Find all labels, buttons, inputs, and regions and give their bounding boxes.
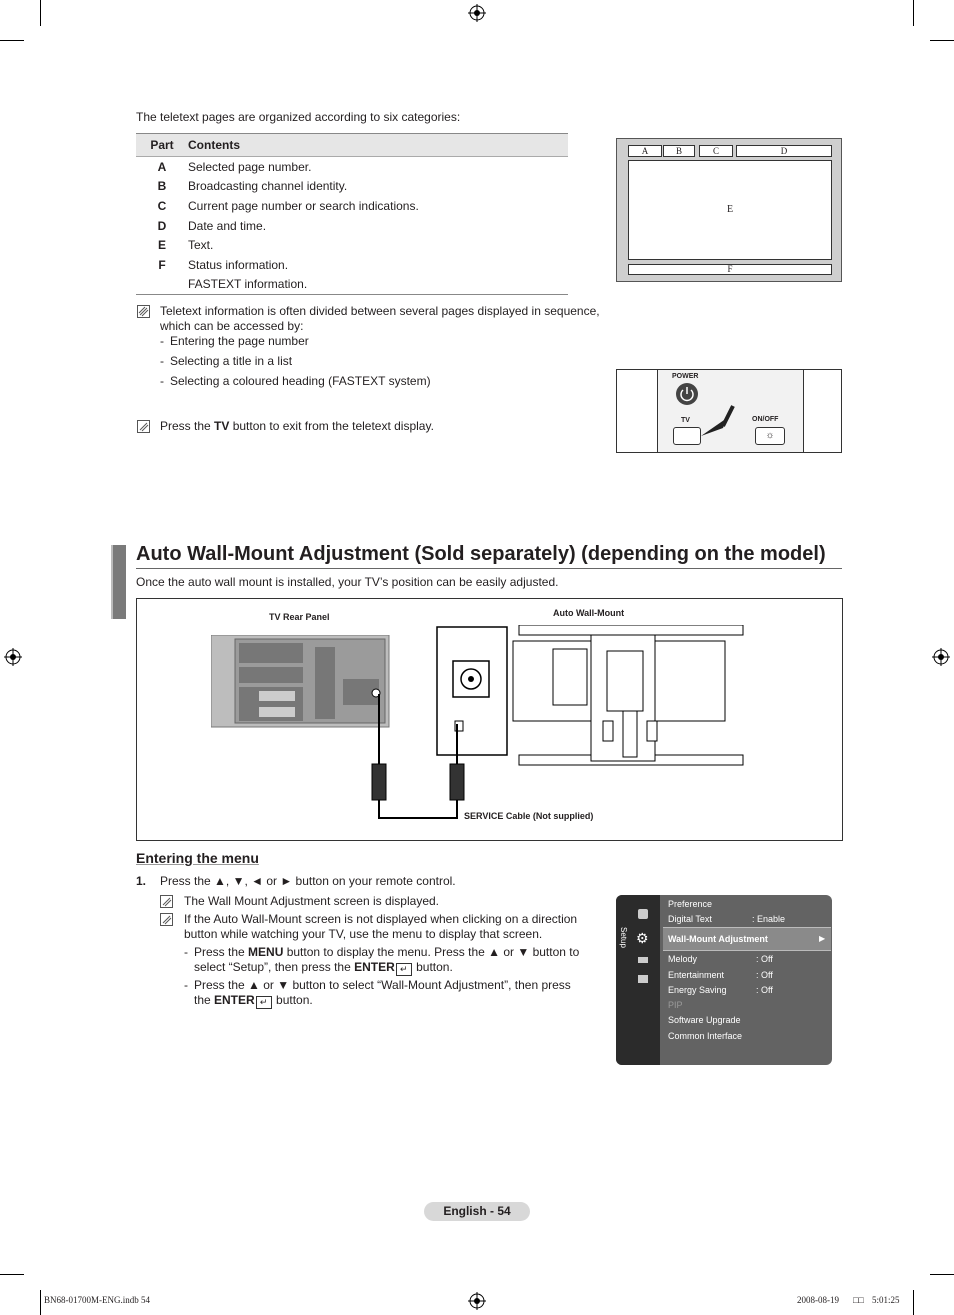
osd-item-wall-mount[interactable]: Wall-Mount Adjustment (668, 934, 768, 944)
crop-mark (0, 40, 24, 41)
diagram-box-d: D (736, 145, 832, 157)
diagram-box-f: F (628, 264, 832, 275)
note-a: The Wall Mount Adjustment screen is displayed. (184, 894, 440, 908)
osd-value-digital-text: : Enable (752, 914, 786, 924)
enter-key-label: ENTER (354, 960, 395, 974)
diagram-box-c: C (699, 145, 733, 157)
menu-key-label: MENU (248, 945, 284, 959)
table-row (136, 235, 568, 255)
registration-mark-icon (932, 648, 950, 666)
tv-rear-panel-label: TV Rear Panel (269, 612, 330, 622)
sub1-l2-pre: select “Setup”, then press the (194, 960, 355, 974)
osd-item-entertainment[interactable]: Entertainment (668, 970, 725, 980)
table-row (136, 216, 568, 236)
contents-cell: Broadcasting channel identity. (188, 179, 348, 194)
osd-value-entertainment: : Off (756, 970, 773, 980)
wall-mount-illustration (435, 625, 745, 775)
footer-file: BN68-01700M-ENG.indb 54 (44, 1295, 150, 1305)
bullet-dash: - (184, 945, 188, 959)
note-icon (160, 895, 173, 908)
note2-text (160, 419, 434, 433)
osd-picture-icon (638, 909, 648, 919)
part-cell: F (158, 257, 166, 272)
osd-item-preference[interactable]: Preference (668, 899, 713, 909)
footer-time: 5:01:25 (872, 1295, 900, 1305)
crop-mark (930, 1274, 954, 1275)
bullet-dash: - (160, 374, 164, 388)
column-header-contents: Contents (188, 134, 568, 157)
sub1-l2-post: button. (412, 960, 453, 974)
part-cell: E (157, 238, 166, 253)
table-row (136, 255, 568, 275)
osd-value-melody: : Off (756, 954, 773, 964)
pointer-arrow-icon (697, 404, 737, 444)
part-cell: A (157, 159, 167, 174)
osd-item-melody[interactable]: Melody (668, 954, 698, 964)
parts-table (136, 133, 568, 295)
note-icon (137, 305, 150, 318)
contents-cell: Selected page number. (188, 159, 312, 174)
crop-mark (913, 0, 914, 26)
column-header-part: Part (136, 134, 188, 157)
footer-boxes: □□ (853, 1295, 864, 1305)
osd-item-software-upgrade[interactable]: Software Upgrade (668, 1015, 741, 1025)
contents-cell: FASTEXT information. (188, 275, 568, 295)
part-cell (136, 275, 188, 295)
crop-mark (40, 0, 41, 26)
table-row (136, 196, 568, 216)
contents-cell: Status information. (188, 257, 289, 272)
note-icon (160, 913, 173, 926)
section-title: Auto Wall-Mount Adjustment (Sold separately) (depending on the model) (136, 543, 826, 565)
step-number: 1. (136, 874, 147, 888)
step-text: Press the ▲, ▼, ◄ or ► button on your remote control. (160, 874, 456, 888)
tv-key-label: TV (214, 419, 230, 433)
sub1-mid: button to display the menu. Press the ▲ or ▼ button to (283, 945, 580, 959)
contents-cell: Date and time. (188, 218, 267, 233)
note-icon (137, 420, 150, 433)
crop-mark (930, 40, 954, 41)
contents-cell: Text. (188, 238, 214, 253)
crop-mark (0, 1274, 24, 1275)
note1-bullet: Selecting a coloured heading (FASTEXT system) (170, 374, 431, 388)
entering-menu-heading: Entering the menu (136, 850, 259, 866)
wall-mount-figure (136, 598, 843, 841)
crop-mark (913, 1290, 914, 1315)
teletext-layout-diagram (616, 138, 842, 282)
table-row (136, 157, 568, 177)
auto-wall-mount-label: Auto Wall-Mount (553, 608, 625, 618)
enter-key-label: ENTER (214, 993, 255, 1007)
bullet-dash: - (160, 354, 164, 368)
remote-illustration (616, 369, 842, 453)
note-b-line2: button while watching your TV, use the menu to display that screen. (184, 927, 543, 941)
registration-mark-icon (468, 1292, 486, 1310)
note1-line2: which can be accessed by: (160, 319, 304, 333)
gear-icon: ⚙ (636, 930, 649, 946)
sub1-line2 (194, 960, 453, 976)
osd-item-common-interface[interactable]: Common Interface (668, 1031, 743, 1041)
osd-value-energy-saving: : Off (756, 985, 773, 995)
onoff-button-icon: ☼ (755, 427, 785, 445)
bullet-dash: - (184, 978, 188, 992)
tv-label: TV (681, 417, 690, 424)
diagram-box-e: E (628, 160, 832, 260)
note1-bullet: Selecting a title in a list (170, 354, 293, 368)
note1-line1: Teletext information is often divided between several pages displayed in sequence, (160, 304, 600, 318)
intro-text: The teletext pages are organized according to six categories: (136, 110, 461, 124)
note2-pre: Press the (160, 419, 215, 433)
section-rule (136, 568, 842, 569)
table-row (136, 177, 568, 197)
registration-mark-icon (4, 648, 22, 666)
part-cell: C (157, 198, 167, 213)
sub2-line1: Press the ▲ or ▼ button to select “Wall-Mount Adjustment”, then press (194, 978, 571, 992)
sub2-line2 (194, 993, 313, 1009)
power-label: POWER (672, 373, 699, 380)
contents-cell: Current page number or search indications. (188, 198, 419, 213)
note-b-line1: If the Auto Wall-Mount screen is not displayed when clicking on a direction (184, 912, 578, 926)
osd-support-icon (638, 975, 648, 983)
section-subtitle: Once the auto wall mount is installed, your TV’s position can be easily adjusted. (136, 575, 559, 589)
registration-mark-icon (468, 4, 486, 22)
bullet-dash: - (160, 334, 164, 348)
enter-icon: ↵ (256, 996, 272, 1009)
sub1-pre: Press the (194, 945, 249, 959)
table-row (136, 275, 568, 295)
enter-icon: ↵ (396, 963, 412, 976)
osd-item-digital-text[interactable]: Digital Text (668, 914, 712, 924)
part-cell: D (157, 218, 167, 233)
osd-side-label: Setup (619, 927, 628, 948)
crop-mark (40, 1290, 41, 1315)
note1-bullet: Entering the page number (170, 334, 309, 348)
service-cable-illustration (367, 694, 477, 824)
diagram-box-a: A (628, 145, 662, 157)
sub2-l2-post: button. (272, 993, 313, 1007)
onoff-label: ON/OFF (752, 416, 779, 423)
part-cell: B (157, 179, 167, 194)
diagram-box-b: B (663, 145, 695, 157)
note2-post: button to exit from the teletext display. (229, 419, 434, 433)
table-header-row (136, 134, 568, 157)
footer-date: 2008-08-19 (797, 1295, 839, 1305)
osd-input-icon (638, 957, 648, 963)
osd-item-energy-saving[interactable]: Energy Saving (668, 985, 727, 995)
sub2-l2-pre: the (194, 993, 215, 1007)
sub1-line1 (194, 945, 579, 959)
section-bar (111, 545, 126, 619)
service-cable-label: SERVICE Cable (Not supplied) (464, 811, 594, 821)
power-button-icon (675, 382, 699, 406)
osd-submenu-arrow-icon: ▶ (819, 934, 826, 943)
tv-rear-panel-illustration (211, 635, 391, 729)
page-number-badge: English - 54 (424, 1202, 530, 1221)
osd-item-pip[interactable]: PIP (668, 1000, 683, 1010)
